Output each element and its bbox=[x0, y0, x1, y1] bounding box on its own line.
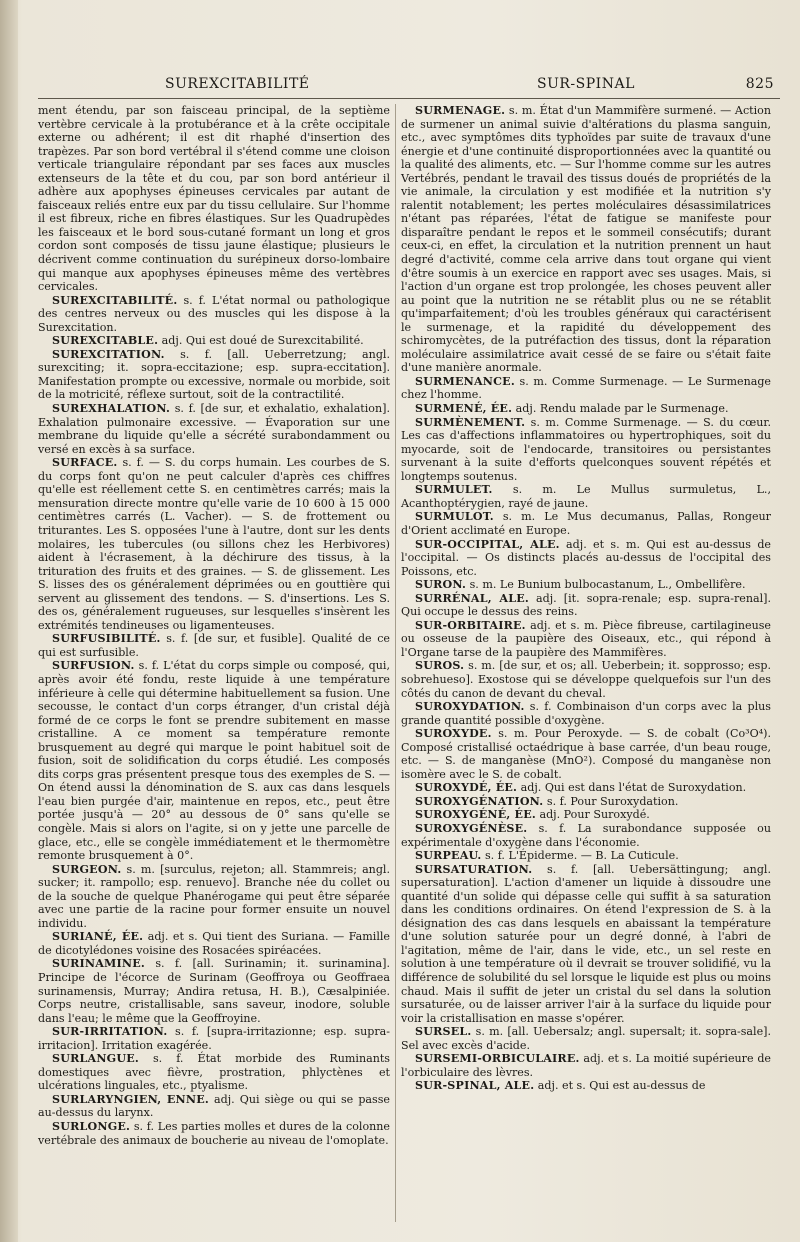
entry-headword: SURMENAGE. bbox=[415, 104, 506, 117]
dictionary-entry bbox=[401, 1025, 771, 1052]
dictionary-entry bbox=[401, 849, 771, 863]
entry-definition: s. f. — S. du corps humain. Les courbes de S. du corps font qu'on ne peut calculer d'après ces chiffres qu'elle est réellement cette S. en centimètres carrés; mais la mensuration directe montre qu'elle varie de 10 600 à 15 000 centimètres carrés (L. Vacher). — S. de frottement ou triturantes. Les S. opposées l'une à l'autre, dont sur les dents molaires, les tubercules (ou sillons chez les Herbivores) aident à l'écrasement, à la déchirure des tissus, à la trituration des fruits et des graines. — S. de glissement. Les S. lisses des os généralement déprimées ou en gouttière qui servent au glissement des tendons. — S. d'insertions. Les S. des os, généralement rugueuses, sur lesquelles s'insèrent les extrémités tendineuses ou ligamenteuses. bbox=[38, 456, 390, 632]
entry-definition: s. f. L'état du corps simple ou composé, qui, après avoir été fondu, reste liquide à une température inférieure à celle qui détermine habituellement sa fusion. Une secousse, le contact d'un corps étranger, d'un cristal déjà formé de ce corps le font se prendre subitement en masse cristalline. A ce moment sa température remonte brusquement au degré qui marque le point habituel soit de fusion, soit de solidification du corps étudié. Les composés dits corps gras présentent presque tous des exemples de S. — On étend aussi la dénomination de S. aux cas dans lesquels l'eau bien purgée d'air, maintenue en repos, etc., peut être portée jusqu'à — 20° au dessous de 0° sans qu'elle se congèle. Mais si alors on l'agite, si on y jette une parcelle de glace, etc., elle se congèle immédiatement et le thermomètre remonte brusquement à 0°. bbox=[38, 659, 390, 863]
dictionary-entry bbox=[401, 538, 771, 579]
dictionary-entry bbox=[401, 592, 771, 619]
entry-definition: s. m. Comme Surmenage. — S. du cœur. Les cas d'affections inflammatoires ou hypertrophiques, soit du myocarde, soit de l'endocarde, transitoires ou persistantes survenant à la suite d'efforts quelconques souvent répétés et longtemps soutenus. bbox=[401, 415, 771, 483]
entry-headword: SURMULOT. bbox=[415, 510, 494, 524]
entry-headword: SUREXCITABILITÉ. bbox=[52, 293, 178, 307]
dictionary-entry bbox=[38, 294, 390, 335]
dictionary-entry bbox=[38, 348, 390, 402]
entry-headword: SURSEMI-ORBICULAIRE. bbox=[415, 1052, 580, 1066]
dictionary-entry bbox=[401, 781, 771, 795]
entry-headword: SUR-OCCIPITAL, ALE. bbox=[415, 537, 560, 551]
entry-definition: s. m. État d'un Mammifère surmené. — Action de surmener un animal suivie d'altérations du plasma sanguin, etc., avec symptômes dits typhoïdes par suite de travaux d'une énergie et d'une continuité disproportionnées avec la quantité ou la qualité des aliments, etc. — Sur l'homme comme sur les autres Vertébrés, pendant le travail des tissus doués de propriétés de la vie animale, la circulation y est modifiée et la nutrition s'y ralentit notablement; les pertes moléculaires désassimilatrices n'étant pas réparées, l'état de fatigue se manifeste pour disparaître pendant le repos et le sommeil consécutifs; durant ceux-ci, en effet, la circulation et la nutrition prennent un haut degré d'activité, comme cela arrive dans tout organe qui vient d'être soumis à un exercice en rapport avec ses usages. Mais, si l'action d'un organe est trop prolongée, les choses peuvent aller au point que la nutrition ne se rétablit plus ou ne se rétablit qu'imparfaitement; d'où les troubles généraux qui caractérisent le surmenage, et la rapidité du développement des schiromycètes, de la putréfaction des tissus, dont la réparation moléculaire assimilatrice avait cessé de se faire ou s'était faite d'une manière anormale. bbox=[401, 104, 771, 375]
entry-definition: s. f. [de sur, et exhalatio, exhalation]. Exhalation pulmonaire excessive. — Évaporation sur une membrane du liquide qu'elle a sécrété surabondamment ou versé en excès à sa surface. bbox=[38, 402, 390, 456]
entry-definition: adj. et s. Qui tient des Suriana. — Famille de dicotylédones voisine des Rosacées spiréacées. bbox=[38, 930, 390, 957]
dictionary-entry bbox=[401, 416, 771, 484]
entry-headword: SUR-IRRITATION. bbox=[52, 1025, 168, 1039]
entry-headword: SURLONGE. bbox=[52, 1120, 131, 1134]
entry-headword: SUROXYGÉNÉ, ÉE. bbox=[415, 808, 536, 822]
header-right-word: SUR-SPINAL bbox=[537, 76, 635, 92]
dictionary-entry bbox=[401, 375, 771, 402]
dictionary-entry bbox=[401, 727, 771, 781]
dictionary-entry bbox=[38, 1093, 390, 1120]
entry-definition: adj. Qui est doué de Surexcitabilité. bbox=[158, 334, 364, 348]
entry-headword: SURON. bbox=[415, 578, 467, 592]
entry-definition: adj. et s. m. Pièce fibreuse, cartilagineuse ou osseuse de la paupière des Oiseaux, etc., qui répond à l'Organe tarse de la paupière des Mammifères. bbox=[401, 618, 771, 659]
right-column bbox=[401, 104, 771, 1093]
entry-definition: s. m. [de sur, et os; all. Ueberbein; it. sopprosso; esp. sobrehueso]. Exostose qui se développe quelquefois sur l'un des côtés du canon de devant du cheval. bbox=[401, 659, 771, 700]
entry-definition: s. m. Le Bunium bulbocastanum, L., Ombellifère. bbox=[466, 578, 746, 592]
dictionary-entry bbox=[401, 863, 771, 1026]
entry-definition: s. f. [supra-irritazionne; esp. supra-irritacion]. Irritation exagérée. bbox=[38, 1025, 390, 1052]
entry-headword: SURRÉNAL, ALE. bbox=[415, 591, 529, 605]
dictionary-entry bbox=[38, 930, 390, 957]
entry-definition: s. f. Les parties molles et dures de la colonne vertébrale des animaux de boucherie au niveau de l'omoplate. bbox=[38, 1120, 390, 1147]
entry-headword: SUROS. bbox=[415, 659, 465, 673]
entry-definition: s. m. Comme Surmenage. — Le Surmenage chez l'homme. bbox=[401, 374, 771, 402]
entry-definition: s. f. Combinaison d'un corps avec la plus grande quantité possible d'oxygène. bbox=[401, 700, 771, 727]
dictionary-entry bbox=[401, 619, 771, 660]
entry-headword: SURMENANCE. bbox=[415, 374, 515, 388]
entry-definition: s. f. État morbide des Ruminants domestiques avec fièvre, prostration, phlyctènes et ulcérations linguales, etc., ptyalisme. bbox=[38, 1052, 390, 1093]
entry-definition: s. m. Le Mullus surmuletus, L., Acanthoptérygien, rayé de jaune. bbox=[401, 483, 771, 510]
page-number: 825 bbox=[745, 76, 774, 92]
dictionary-entry bbox=[401, 402, 771, 416]
entry-definition: s. f. L'état normal ou pathologique des centres nerveux ou des muscles qui les dispose à la Surexcitation. bbox=[38, 293, 390, 334]
entry-definition: adj. et s. Qui est au-dessus de bbox=[534, 1079, 706, 1093]
entry-headword: SUROXYGÉNÈSE. bbox=[415, 821, 528, 835]
dictionary-entry bbox=[401, 1052, 771, 1079]
entry-definition: adj. Pour Suroxydé. bbox=[535, 808, 650, 822]
dictionary-entry bbox=[38, 1120, 390, 1147]
entry-definition: adj. [it. sopra-renale; esp. supra-renal]. Qui occupe le dessus des reins. bbox=[401, 591, 771, 619]
binding-gutter bbox=[0, 0, 18, 1242]
dictionary-entry bbox=[401, 795, 771, 809]
entry-definition: adj. Qui siège ou qui se passe au-dessus du larynx. bbox=[38, 1092, 390, 1120]
dictionary-entry bbox=[38, 334, 390, 348]
entry-definition: s. f. La surabondance supposée ou expérimentale d'oxygène dans l'économie. bbox=[401, 821, 771, 849]
column-divider bbox=[395, 104, 396, 1222]
entry-headword: SUROXYDÉ, ÉE. bbox=[415, 781, 518, 795]
running-header bbox=[165, 76, 774, 100]
entry-headword: SURFUSION. bbox=[52, 659, 135, 673]
dictionary-entry bbox=[401, 1079, 771, 1093]
entry-definition: s. f. [de sur, et fusible]. Qualité de ce qui est surfusible. bbox=[38, 632, 390, 659]
entry-headword: SURGEON. bbox=[52, 862, 122, 876]
entry-definition: s. f. [all. Ueberretzung; angl. surexciting; it. sopra-eccitazione; esp. supra-eccitation]. Manifestation prompte ou excessive, normale ou morbide, soit de la motricité, réflexe surtout, soit de la contractilité. bbox=[38, 347, 390, 402]
dictionary-entry bbox=[38, 1025, 390, 1052]
entry-definition: s. m. Le Mus decumanus, Pallas, Rongeur d'Orient acclimaté en Europe. bbox=[401, 510, 771, 537]
entry-definition: s. m. Pour Peroxyde. — S. de cobalt (Co³O⁴). Composé cristallisé octaédrique à base carrée, d'un beau rouge, etc. — S. de manganèse (MnO²). Composé du manganèse non isomère avec le S. de cobalt. bbox=[401, 727, 771, 781]
header-left-word: SUREXCITABILITÉ bbox=[165, 76, 310, 92]
entry-definition: s. f. Pour Suroxydation. bbox=[543, 794, 679, 808]
entry-headword: SURLARYNGIEN, ENNE. bbox=[52, 1092, 209, 1106]
entry-headword: SURINAMINE. bbox=[52, 957, 145, 971]
dictionary-entry bbox=[38, 632, 390, 659]
entry-headword: SUROXYDE. bbox=[415, 727, 492, 741]
dictionary-entry bbox=[401, 483, 771, 510]
entry-definition: s. m. [all. Uebersalz; angl. supersalt; it. sopra-sale]. Sel avec excès d'acide. bbox=[401, 1025, 771, 1052]
dictionary-entry bbox=[38, 957, 390, 1025]
dictionary-entry bbox=[401, 822, 771, 849]
dictionary-entry bbox=[38, 104, 390, 294]
dictionary-entry bbox=[38, 456, 390, 632]
header-rule bbox=[38, 98, 780, 99]
dictionary-entry bbox=[401, 700, 771, 727]
entry-headword: SURSATURATION. bbox=[415, 862, 533, 876]
entry-headword: SURMÈNEMENT. bbox=[415, 415, 526, 429]
dictionary-entry bbox=[401, 510, 771, 537]
entry-headword: SUREXHALATION. bbox=[52, 402, 171, 416]
dictionary-entry bbox=[38, 659, 390, 862]
dictionary-entry bbox=[401, 659, 771, 700]
entry-headword: SUROXYDATION. bbox=[415, 700, 525, 714]
entry-headword: SUREXCITABLE. bbox=[52, 334, 159, 348]
entry-definition: adj. Rendu malade par le Surmenage. bbox=[512, 402, 729, 416]
entry-definition: s. f. [all. Uebersättingung; angl. supersaturation]. L'action d'amener un liquide à dissoudre une quantité d'un solide qui dépasse celle qui suffit à sa saturation dans les conditions ordinaires. On étend l'expression de S. à la désignation des cas dans lesquels en abaissant la température d'une solution saturée pour un degré donné, à l'abri de l'agitation, même de l'air, dans le vide, etc., un sel reste en solution à une température où il devrait se trouver solidifié, vu la différence de solubilité du sel lorsque le liquide est plus ou moins chaud. Mais il suffit de jeter un cristal du sel dans la solution sursaturée, ou de laisser arriver l'air à la surface du liquide pour voir la cristallisation en masse s'opérer. bbox=[401, 862, 771, 1025]
entry-definition: adj. et s. La moitié supérieure de l'orbiculaire des lèvres. bbox=[401, 1052, 771, 1079]
entry-headword: SURMULET. bbox=[415, 483, 493, 497]
entry-definition: s. f. [all. Surinamin; it. surinamina]. Principe de l'écorce de Surinam (Geoffroya ou Geoffraea surinamensis, Murray; Andira retusa, H. B.), Cæsalpiniée. Corps neutre, cristallisable, sans saveur, inodore, soluble dans l'eau; le même que la Geoffroyine. bbox=[38, 957, 390, 1025]
dictionary-entry bbox=[401, 578, 771, 592]
entry-headword: SURIANÉ, ÉE. bbox=[52, 930, 144, 944]
entry-headword: SUR-SPINAL, ALE. bbox=[415, 1079, 535, 1093]
entry-headword: SUREXCITATION. bbox=[52, 347, 165, 361]
dictionary-entry bbox=[38, 1052, 390, 1093]
entry-headword: SURFACE. bbox=[52, 456, 118, 470]
dictionary-entry bbox=[38, 402, 390, 456]
dictionary-entry bbox=[38, 863, 390, 931]
left-column bbox=[38, 104, 390, 1147]
entry-headword: SUROXYGÉNATION. bbox=[415, 794, 544, 808]
entry-definition: s. m. [surculus, rejeton; all. Stammreis; angl. sucker; it. rampollo; esp. renuevo]. Branche née du collet ou de la souche de quelque Phanérogame qui peut être séparée avec une partie de la racine pour former ensuite un nouvel individu. bbox=[38, 862, 390, 930]
entry-headword: SURPEAU. bbox=[415, 849, 482, 863]
entry-headword: SURLANGUE. bbox=[52, 1052, 139, 1066]
entry-definition: s. f. L'Épiderme. — B. La Cuticule. bbox=[481, 849, 679, 863]
dictionary-entry bbox=[401, 104, 771, 375]
entry-headword: SURFUSIBILITÉ. bbox=[52, 632, 161, 646]
entry-headword: SURSEL. bbox=[415, 1025, 472, 1039]
entry-definition: adj. Qui est dans l'état de Suroxydation. bbox=[517, 781, 747, 795]
entry-headword: SURMENÉ, ÉE. bbox=[415, 402, 513, 416]
entry-headword: SUR-ORBITAIRE. bbox=[415, 618, 526, 632]
entry-definition: adj. et s. m. Qui est au-dessus de l'occipital. — Os distincts placés au-dessus de l'occipital des Poissons, etc. bbox=[401, 537, 771, 578]
entry-definition: ment étendu, par son faisceau principal, de la septième vertèbre cervicale à la protubérance et à la crête occipitale externe ou adhérent; il est dit rhaphé d'insertion des trapèzes. Par son bord vertébral il s'étend comme une cloison verticale triangulaire répondant par ses faces aux muscles extenseurs de la tête et du cou, par son bord antérieur il adhère aux apophyses épineuses cervicales par autant de faisceaux reliés entre eux par du tissu cellulaire. Sur l'homme il est fibreux, riche en fibres élastiques. Sur les Quadrupèdes les faisceaux et le bord sous-cutané formant un long et gros cordon sont composés de tissu jaune élastique; plusieurs le décrivent comme continuation du surépineux dorso-lombaire qui manque aux apophyses épineuses même des vertèbres cervicales. bbox=[38, 104, 390, 294]
dictionary-entry bbox=[401, 808, 771, 822]
